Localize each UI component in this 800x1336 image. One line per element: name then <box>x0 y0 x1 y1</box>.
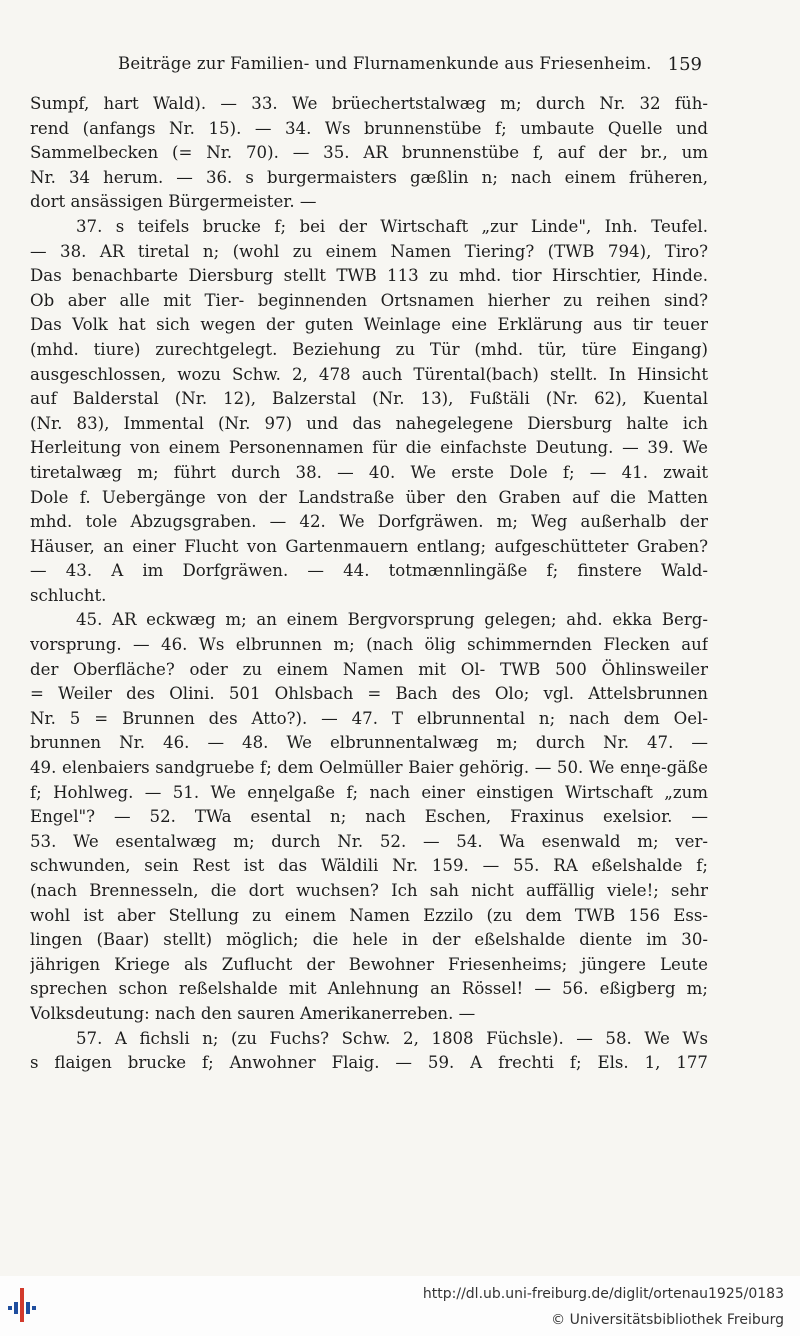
text-line: Sammelbecken (= Nr. 70). — 35. AR brunnenstübe f, auf der br., um <box>30 143 708 163</box>
text-line: brunnen Nr. 46. — 48. We elbrunnentalwæg m; durch Nr. 47. — <box>30 733 708 753</box>
text-line: Ob aber alle mit Tier- beginnenden Ortsnamen hierher zu reihen sind? <box>30 290 708 310</box>
text-line: vorsprung. — 46. Ws elbrunnen m; (nach ölig schimmernden Flecken auf <box>30 635 708 655</box>
text-line: Nr. 5 = Brunnen des Atto?). — 47. T elbrunnental n; nach dem Oel- <box>30 708 708 728</box>
text-line: schwunden, sein Rest ist das Wäldili Nr. 159. — 55. RA eßelshalde f; <box>30 856 708 876</box>
page-footer <box>0 1276 800 1336</box>
running-title: Beiträge zur Familien- und Flurnamenkunde aus Friesenheim. <box>118 54 652 73</box>
text-line: s flaigen brucke f; Anwohner Flaig. — 59. A frechti f; Els. 1, 177 <box>30 1053 708 1073</box>
text-line: Das benachbarte Diersburg stellt TWB 113 zu mhd. tior Hirschtier, Hinde. <box>30 266 708 286</box>
text-line: Das Volk hat sich wegen der guten Weinlage eine Erklärung aus tir teuer <box>30 315 708 335</box>
body-text <box>30 92 708 1076</box>
text-line: 37. s teifels brucke f; bei der Wirtschaft „zur Linde", Inh. Teufel. <box>76 216 708 236</box>
ub-freiburg-logo-icon <box>8 1284 38 1322</box>
text-line: der Oberfläche? oder zu einem Namen mit Ol- TWB 500 Öhlinsweiler <box>30 659 708 679</box>
text-line: (Nr. 83), Immental (Nr. 97) und das nahegelegene Diersburg halte ich <box>30 413 708 433</box>
text-line: dort ansässigen Bürgermeister. — <box>30 192 317 212</box>
text-line: sprechen schon reßelshalde mit Anlehnung an Rössel! — 56. eßigberg m; <box>30 979 708 999</box>
running-header <box>24 54 708 80</box>
text-line: jährigen Kriege als Zuflucht der Bewohner Friesenheims; jüngere Leute <box>30 954 708 974</box>
text-line: schlucht. <box>30 585 107 605</box>
text-line: Dole f. Uebergänge von der Landstraße über den Graben auf die Matten <box>30 487 708 507</box>
text-line: — 43. A im Dorfgräwen. — 44. totmænnlingäße f; finstere Wald- <box>30 561 708 581</box>
text-line: 57. A fichsli n; (zu Fuchs? Schw. 2, 1808 Füchsle). — 58. We Ws <box>76 1028 708 1048</box>
text-line: Engel"? — 52. TWa esental n; nach Eschen, Fraxinus exelsior. — <box>30 807 708 827</box>
text-line: 49. elenbaiers sandgruebe f; dem Oelmüller Baier gehörig. — 50. We enƞe-gäße <box>30 758 708 778</box>
text-line: mhd. tole Abzugsgraben. — 42. We Dorfgräwen. m; Weg außerhalb der <box>30 512 708 532</box>
text-line: auf Balderstal (Nr. 12), Balzerstal (Nr. 13), Fußtäli (Nr. 62), Kuental <box>30 389 708 409</box>
text-line: (mhd. tiure) zurechtgelegt. Beziehung zu Tür (mhd. tür, türe Eingang) <box>30 339 708 359</box>
text-line: — 38. AR tiretal n; (wohl zu einem Namen Tiering? (TWB 794), Tiro? <box>30 241 708 261</box>
text-line: (nach Brennesseln, die dort wuchsen? Ich sah nicht auffällig viele!; sehr <box>30 881 708 900</box>
text-line: Sumpf, hart Wald). — 33. We brüechertstalwæg m; durch Nr. 32 füh- <box>30 94 708 113</box>
page-number: 159 <box>667 54 702 75</box>
text-line: = Weiler des Olini. 501 Ohlsbach = Bach des Olo; vgl. Attelsbrunnen <box>30 684 708 704</box>
text-line: 45. AR eckwæg m; an einem Bergvorsprung gelegen; ahd. ekka Berg- <box>76 610 708 630</box>
source-url-link[interactable]: http://dl.ub.uni-freiburg.de/diglit/ortenau1925/0183 <box>422 1286 784 1302</box>
text-line: tiretalwæg m; führt durch 38. — 40. We erste Dole f; — 41. zwait <box>30 462 708 482</box>
text-line: 53. We esentalwæg m; durch Nr. 52. — 54. Wa esenwald m; ver- <box>30 831 708 851</box>
text-line: Nr. 34 herum. — 36. s burgermaisters gæßlin n; nach einem früheren, <box>30 167 708 187</box>
text-line: Herleitung von einem Personennamen für die einfachste Deutung. — 39. We <box>30 438 708 458</box>
text-line: Häuser, an einer Flucht von Gartenmauern entlang; aufgeschütteter Graben? <box>30 536 708 556</box>
text-line: Volksdeutung: nach den sauren Amerikanerreben. — <box>30 1003 476 1023</box>
text-line: rend (anfangs Nr. 15). — 34. Ws brunnenstübe f; umbaute Quelle und <box>30 118 708 138</box>
text-line: ausgeschlossen, wozu Schw. 2, 478 auch Türental(bach) stellt. In Hinsicht <box>30 364 708 384</box>
text-line: lingen (Baar) stellt) möglich; die hele in der eßelshalde diente im 30- <box>30 930 708 950</box>
text-line: wohl ist aber Stellung zu einem Namen Ezzilo (zu dem TWB 156 Ess- <box>30 905 708 925</box>
text-line: f; Hohlweg. — 51. We enƞelgaße f; nach einer einstigen Wirtschaft „zum <box>30 782 708 802</box>
copyright-notice: © Universitätsbibliothek Freiburg <box>551 1312 784 1328</box>
